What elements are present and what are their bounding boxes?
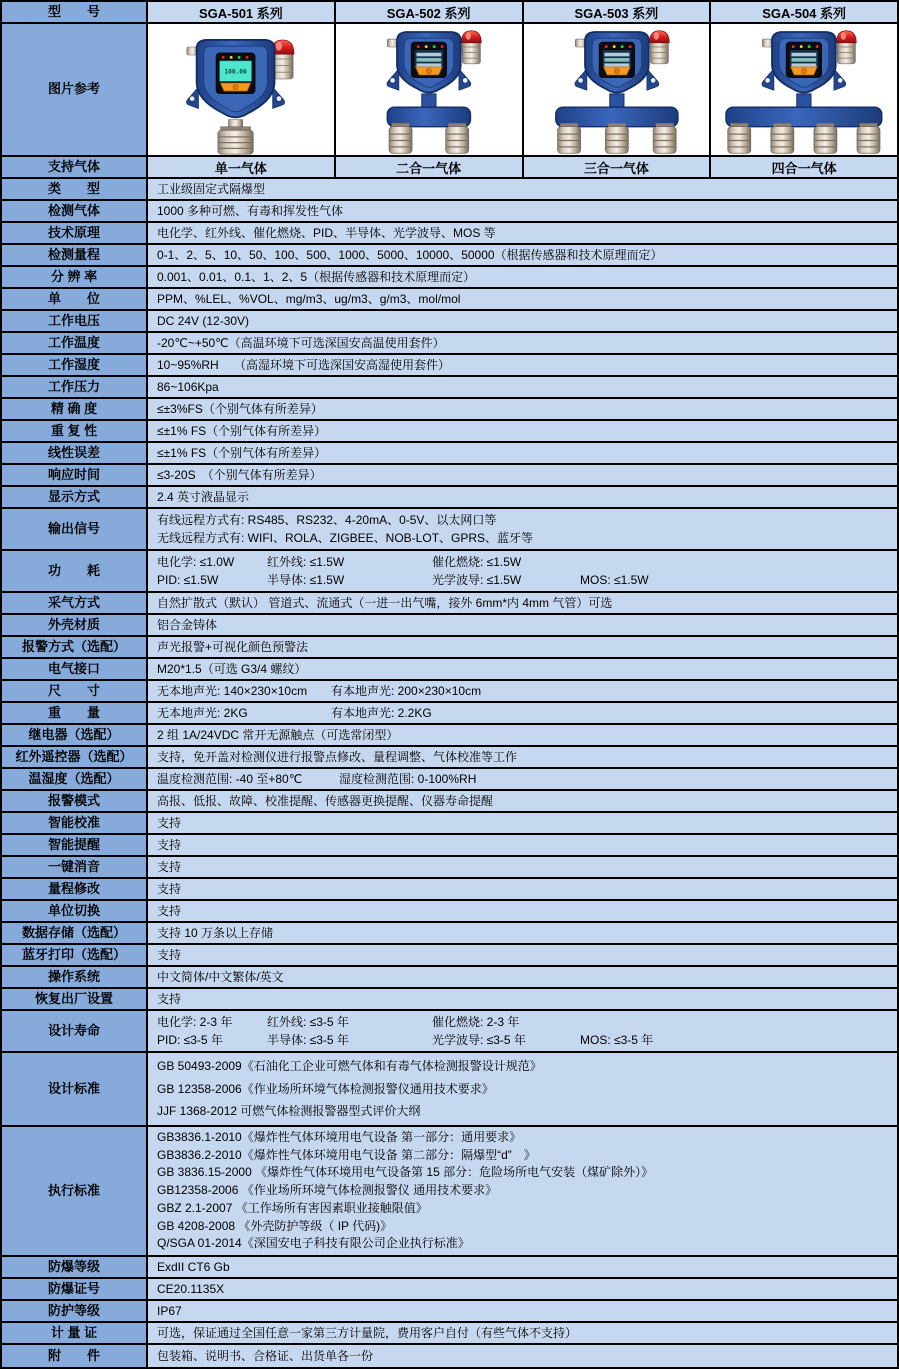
spec-row bbox=[2, 421, 897, 443]
row-value bbox=[148, 989, 897, 1009]
row-label: 电气接口 bbox=[2, 659, 148, 679]
row-value bbox=[148, 487, 897, 507]
svg-text:100.00: 100.00 bbox=[224, 68, 247, 76]
spec-row bbox=[2, 703, 897, 725]
spec-row bbox=[2, 551, 897, 593]
row-value bbox=[148, 659, 897, 679]
value-segment: 光学波导: ≤1.5W bbox=[432, 573, 522, 587]
gas-type-3: 三合一气体 bbox=[524, 157, 712, 177]
value-line bbox=[157, 571, 891, 589]
spec-row bbox=[2, 443, 897, 465]
row-label: 工作压力 bbox=[2, 377, 148, 397]
value-line: 支持 10 万条以上存储 bbox=[157, 926, 274, 940]
spec-row bbox=[2, 223, 897, 245]
row-label: 蓝牙打印（选配） bbox=[2, 945, 148, 965]
row-label: 类 型 bbox=[2, 179, 148, 199]
gas-detector-illustration bbox=[148, 24, 334, 155]
value-line: 包装箱、说明书、合格证、出货单各一份 bbox=[157, 1349, 374, 1363]
spec-row bbox=[2, 245, 897, 267]
value-line: 可选，保证通过全国任意一家第三方计量院，费用客户自付（有些气体不支持） bbox=[157, 1326, 578, 1340]
value-line: 2.4 英寸液晶显示 bbox=[157, 490, 250, 504]
value-line: 支持 bbox=[157, 860, 182, 874]
value-line bbox=[157, 682, 891, 700]
spec-row bbox=[2, 659, 897, 681]
row-label: 响应时间 bbox=[2, 465, 148, 485]
row-label: 工作温度 bbox=[2, 333, 148, 353]
row-label: 分 辨 率 bbox=[2, 267, 148, 287]
row-label: 防爆证号 bbox=[2, 1279, 148, 1299]
spec-row bbox=[2, 835, 897, 857]
row-value bbox=[148, 311, 897, 331]
spec-row bbox=[2, 289, 897, 311]
value-line: ≤±1% FS（个别气体有所差异） bbox=[157, 424, 327, 438]
spec-row bbox=[2, 465, 897, 487]
value-segment: MOS: ≤1.5W bbox=[580, 573, 649, 587]
spec-row bbox=[2, 857, 897, 879]
value-line: 支持 bbox=[157, 882, 182, 896]
value-segment: 红外线: ≤1.5W bbox=[267, 555, 345, 569]
spec-row bbox=[2, 333, 897, 355]
value-line: 工业级固定式隔爆型 bbox=[157, 182, 266, 196]
value-line bbox=[157, 1031, 891, 1049]
gas-type-4: 四合一气体 bbox=[711, 157, 897, 177]
row-value bbox=[148, 1127, 897, 1255]
value-line: 支持 bbox=[157, 948, 182, 962]
row-value bbox=[148, 813, 897, 833]
value-segment: 光学波导: ≤3-5 年 bbox=[432, 1033, 526, 1047]
spec-row bbox=[2, 267, 897, 289]
row-label: 单 位 bbox=[2, 289, 148, 309]
row-value bbox=[148, 879, 897, 899]
value-line: 0.001、0.01、0.1、1、2、5（根据传感器和技术原理而定） bbox=[157, 270, 476, 284]
value-segment: 温度检测范围: -40 至+80℃ bbox=[157, 772, 303, 786]
row-label: 计 量 证 bbox=[2, 1323, 148, 1343]
value-line: 支持，免开盖对检测仪进行报警点修改、量程调整、气体校准等工作 bbox=[157, 750, 518, 764]
row-label: 显示方式 bbox=[2, 487, 148, 507]
gas-detector-illustration bbox=[711, 24, 897, 155]
value-line: 1000 多种可燃、有毒和挥发性气体 bbox=[157, 204, 344, 218]
value-segment: 有本地声光: 2.2KG bbox=[331, 706, 432, 720]
row-value bbox=[148, 1053, 897, 1125]
row-label: 红外遥控器（选配） bbox=[2, 747, 148, 767]
row-value bbox=[148, 509, 897, 549]
row-value bbox=[148, 945, 897, 965]
spec-row bbox=[2, 1279, 897, 1301]
row-label: 设计标准 bbox=[2, 1053, 148, 1125]
row-label: 线性误差 bbox=[2, 443, 148, 463]
row-value bbox=[148, 703, 897, 723]
value-line: GB3836.2-2010《爆炸性气体环境用电气设备 第二部分：隔爆型“d” 》 bbox=[157, 1147, 536, 1162]
spec-row bbox=[2, 813, 897, 835]
value-line: JJF 1368-2012 可燃气体检测报警器型式评价大纲 bbox=[157, 1104, 421, 1119]
row-value bbox=[148, 967, 897, 987]
spec-row bbox=[2, 791, 897, 813]
value-segment: PID: ≤3-5 年 bbox=[157, 1033, 223, 1047]
value-line: 无线远程方式有: WIFI、ROLA、ZIGBEE、NOB-LOT、GPRS、蓝牙等 bbox=[157, 531, 534, 545]
row-label: 单位切换 bbox=[2, 901, 148, 921]
value-line: Q/SGA 01-2014《深国安电子科技有限公司企业执行标准》 bbox=[157, 1236, 470, 1251]
value-segment: MOS: ≤3-5 年 bbox=[580, 1033, 654, 1047]
spec-row bbox=[2, 487, 897, 509]
device-image-sga-502 bbox=[336, 24, 524, 155]
value-line: ≤±3%FS（个别气体有所差异） bbox=[157, 402, 323, 416]
row-value bbox=[148, 201, 897, 221]
value-line: 铝合金铸体 bbox=[157, 618, 218, 632]
spec-row bbox=[2, 355, 897, 377]
row-value bbox=[148, 1257, 897, 1277]
spec-row bbox=[2, 179, 897, 201]
gas-detector-illustration bbox=[524, 24, 710, 155]
value-line: DC 24V (12-30V) bbox=[157, 314, 250, 328]
value-line: 高报、低报、故障、校准提醒、传感器更换提醒、仪器寿命提醒 bbox=[157, 794, 494, 808]
spec-row bbox=[2, 725, 897, 747]
value-segment: 有本地声光: 200×230×10cm bbox=[331, 684, 482, 698]
spec-row bbox=[2, 1301, 897, 1323]
row-value bbox=[148, 1323, 897, 1343]
row-label: 输出信号 bbox=[2, 509, 148, 549]
spec-row bbox=[2, 1257, 897, 1279]
row-label: 防护等级 bbox=[2, 1301, 148, 1321]
value-segment: 催化燃烧: 2-3 年 bbox=[432, 1015, 520, 1029]
value-line: 86~106Kpa bbox=[157, 380, 219, 394]
device-image-sga-503 bbox=[524, 24, 712, 155]
spec-row bbox=[2, 1011, 897, 1053]
value-segment: 半导体: ≤3-5 年 bbox=[267, 1033, 349, 1047]
image-reference-row bbox=[2, 24, 897, 157]
row-label: 操作系统 bbox=[2, 967, 148, 987]
value-line: GBZ 2.1-2007 《工作场所有害因素职业接触限值》 bbox=[157, 1200, 428, 1215]
row-label: 外壳材质 bbox=[2, 615, 148, 635]
spec-row bbox=[2, 923, 897, 945]
row-value bbox=[148, 769, 897, 789]
value-line: GB3836.1-2010《爆炸性气体环境用电气设备 第一部分：通用要求》 bbox=[157, 1129, 522, 1144]
value-line: GB 12358-2006《作业场所环境气体检测报警仪通用技术要求》 bbox=[157, 1081, 494, 1096]
value-line bbox=[157, 704, 891, 722]
spec-row bbox=[2, 509, 897, 551]
model-header-4: SGA-504 系列 bbox=[711, 2, 897, 22]
value-line: 支持 bbox=[157, 992, 182, 1006]
value-line: ≤±1% FS（个别气体有所差异） bbox=[157, 446, 327, 460]
value-line: M20*1.5（可选 G3/4 螺纹） bbox=[157, 662, 307, 676]
row-label: 重 复 性 bbox=[2, 421, 148, 441]
spec-row bbox=[2, 201, 897, 223]
row-label: 检测量程 bbox=[2, 245, 148, 265]
row-label: 精 确 度 bbox=[2, 399, 148, 419]
row-label: 报警方式（选配） bbox=[2, 637, 148, 657]
row-value bbox=[148, 637, 897, 657]
row-value bbox=[148, 1345, 897, 1367]
model-header-label: 型 号 bbox=[2, 2, 148, 22]
value-line: -20℃~+50℃（高温环境下可选深国安高温使用套件） bbox=[157, 336, 445, 350]
value-line: GB12358-2006 《作业场所环境气体检测报警仪 通用技术要求》 bbox=[157, 1183, 498, 1198]
row-label: 恢复出厂设置 bbox=[2, 989, 148, 1009]
value-segment: 湿度检测范围: 0-100%RH bbox=[339, 772, 477, 786]
value-line: 0-1、2、5、10、50、100、500、1000、5000、10000、50000（根据传感器和技术原理而定） bbox=[157, 248, 663, 262]
row-value bbox=[148, 267, 897, 287]
spec-row bbox=[2, 593, 897, 615]
spec-row bbox=[2, 311, 897, 333]
spec-row bbox=[2, 747, 897, 769]
row-value bbox=[148, 289, 897, 309]
spec-row bbox=[2, 945, 897, 967]
value-line: 声光报警+可视化颜色预警法 bbox=[157, 640, 309, 654]
value-line: 10~95%RH （高湿环境下可选深国安高湿使用套件） bbox=[157, 358, 451, 372]
row-label: 智能提醒 bbox=[2, 835, 148, 855]
value-line: 中文简体/中文繁体/英文 bbox=[157, 970, 284, 984]
row-value bbox=[148, 923, 897, 943]
row-label: 附 件 bbox=[2, 1345, 148, 1367]
image-row-label: 图片参考 bbox=[2, 24, 148, 155]
device-image-sga-501 bbox=[148, 24, 336, 155]
supported-gas-row bbox=[2, 157, 897, 179]
value-segment: 无本地声光: 140×230×10cm bbox=[157, 684, 308, 698]
spec-row bbox=[2, 399, 897, 421]
row-label: 执行标准 bbox=[2, 1127, 148, 1255]
row-label: 智能校准 bbox=[2, 813, 148, 833]
row-value bbox=[148, 443, 897, 463]
model-header-2: SGA-502 系列 bbox=[336, 2, 524, 22]
value-line bbox=[157, 1013, 891, 1031]
row-label: 温湿度（选配） bbox=[2, 769, 148, 789]
value-line: GB 3836.15-2000 《爆炸性气体环境用电气设备第 15 部分：危险场所电气安装（煤矿除外）》 bbox=[157, 1165, 654, 1180]
row-value bbox=[148, 551, 897, 591]
row-value bbox=[148, 223, 897, 243]
row-label: 设计寿命 bbox=[2, 1011, 148, 1051]
spec-row bbox=[2, 681, 897, 703]
row-label: 一键消音 bbox=[2, 857, 148, 877]
value-line: 支持 bbox=[157, 904, 182, 918]
row-label: 采气方式 bbox=[2, 593, 148, 613]
row-value bbox=[148, 421, 897, 441]
row-label: 技术原理 bbox=[2, 223, 148, 243]
value-line: CE20.1135X bbox=[157, 1282, 225, 1296]
spec-row bbox=[2, 967, 897, 989]
row-value bbox=[148, 791, 897, 811]
row-label: 尺 寸 bbox=[2, 681, 148, 701]
value-line: 有线远程方式有: RS485、RS232、4-20mA、0-5V、以太网口等 bbox=[157, 513, 497, 527]
spec-row bbox=[2, 1127, 897, 1257]
row-label: 数据存储（选配） bbox=[2, 923, 148, 943]
row-value bbox=[148, 465, 897, 485]
spec-row bbox=[2, 879, 897, 901]
gas-row-label: 支持气体 bbox=[2, 157, 148, 177]
gas-type-2: 二合一气体 bbox=[336, 157, 524, 177]
row-value bbox=[148, 1279, 897, 1299]
device-image-sga-504 bbox=[711, 24, 897, 155]
value-line: ≤3-20S （个别气体有所差异） bbox=[157, 468, 322, 482]
row-label: 工作电压 bbox=[2, 311, 148, 331]
value-line: GB 4208-2008 《外壳防护等级（ IP 代码)》 bbox=[157, 1218, 393, 1233]
row-value bbox=[148, 857, 897, 877]
row-label: 量程修改 bbox=[2, 879, 148, 899]
value-segment: PID: ≤1.5W bbox=[157, 573, 219, 587]
row-label: 防爆等级 bbox=[2, 1257, 148, 1277]
spec-row bbox=[2, 1053, 897, 1127]
value-segment: 电化学: 2-3 年 bbox=[157, 1015, 233, 1029]
value-segment: 半导体: ≤1.5W bbox=[267, 573, 345, 587]
row-value bbox=[148, 747, 897, 767]
row-value bbox=[148, 615, 897, 635]
row-value bbox=[148, 399, 897, 419]
value-line: 2 组 1A/24VDC 常开无源触点（可选常闭型） bbox=[157, 728, 399, 742]
gas-type-1: 单一气体 bbox=[148, 157, 336, 177]
row-label: 重 量 bbox=[2, 703, 148, 723]
spec-row bbox=[2, 1345, 897, 1367]
value-segment: 电化学: ≤1.0W bbox=[157, 555, 235, 569]
value-line: IP67 bbox=[157, 1304, 182, 1318]
row-value bbox=[148, 725, 897, 745]
value-segment: 无本地声光: 2KG bbox=[157, 706, 248, 720]
spec-row bbox=[2, 615, 897, 637]
gas-detector-illustration bbox=[336, 24, 522, 155]
model-header-1: SGA-501 系列 bbox=[148, 2, 336, 22]
value-line: 自然扩散式（默认） 管道式、流通式（一进一出气嘴，接外 6mm*内 4mm 气管）可选 bbox=[157, 596, 613, 610]
row-label: 报警模式 bbox=[2, 791, 148, 811]
row-value bbox=[148, 377, 897, 397]
row-value bbox=[148, 681, 897, 701]
row-value bbox=[148, 835, 897, 855]
row-value bbox=[148, 593, 897, 613]
value-line: GB 50493-2009《石油化工企业可燃气体和有毒气体检测报警设计规范》 bbox=[157, 1058, 542, 1073]
row-label: 工作湿度 bbox=[2, 355, 148, 375]
value-segment: 催化燃烧: ≤1.5W bbox=[432, 555, 522, 569]
spec-row bbox=[2, 1323, 897, 1345]
spec-row bbox=[2, 769, 897, 791]
value-line: 支持 bbox=[157, 816, 182, 830]
row-value bbox=[148, 355, 897, 375]
value-segment: 红外线: ≤3-5 年 bbox=[267, 1015, 349, 1029]
row-value bbox=[148, 1301, 897, 1321]
row-value bbox=[148, 179, 897, 199]
row-value bbox=[148, 901, 897, 921]
row-label: 检测气体 bbox=[2, 201, 148, 221]
model-header-3: SGA-503 系列 bbox=[524, 2, 712, 22]
row-value bbox=[148, 1011, 897, 1051]
spec-row bbox=[2, 901, 897, 923]
row-value bbox=[148, 245, 897, 265]
value-line bbox=[157, 553, 891, 571]
row-value bbox=[148, 333, 897, 353]
value-line bbox=[157, 770, 891, 788]
value-line: PPM、%LEL、%VOL、mg/m3、ug/m3、g/m3、mol/mol bbox=[157, 292, 461, 306]
value-line: ExdII CT6 Gb bbox=[157, 1260, 230, 1274]
value-line: 电化学、红外线、催化燃烧、PID、半导体、光学波导、MOS 等 bbox=[157, 226, 496, 240]
spec-row bbox=[2, 989, 897, 1011]
spec-row bbox=[2, 377, 897, 399]
value-line: 支持 bbox=[157, 838, 182, 852]
model-header-row bbox=[2, 2, 897, 24]
spec-row bbox=[2, 637, 897, 659]
row-label: 继电器（选配） bbox=[2, 725, 148, 745]
row-label: 功 耗 bbox=[2, 551, 148, 591]
